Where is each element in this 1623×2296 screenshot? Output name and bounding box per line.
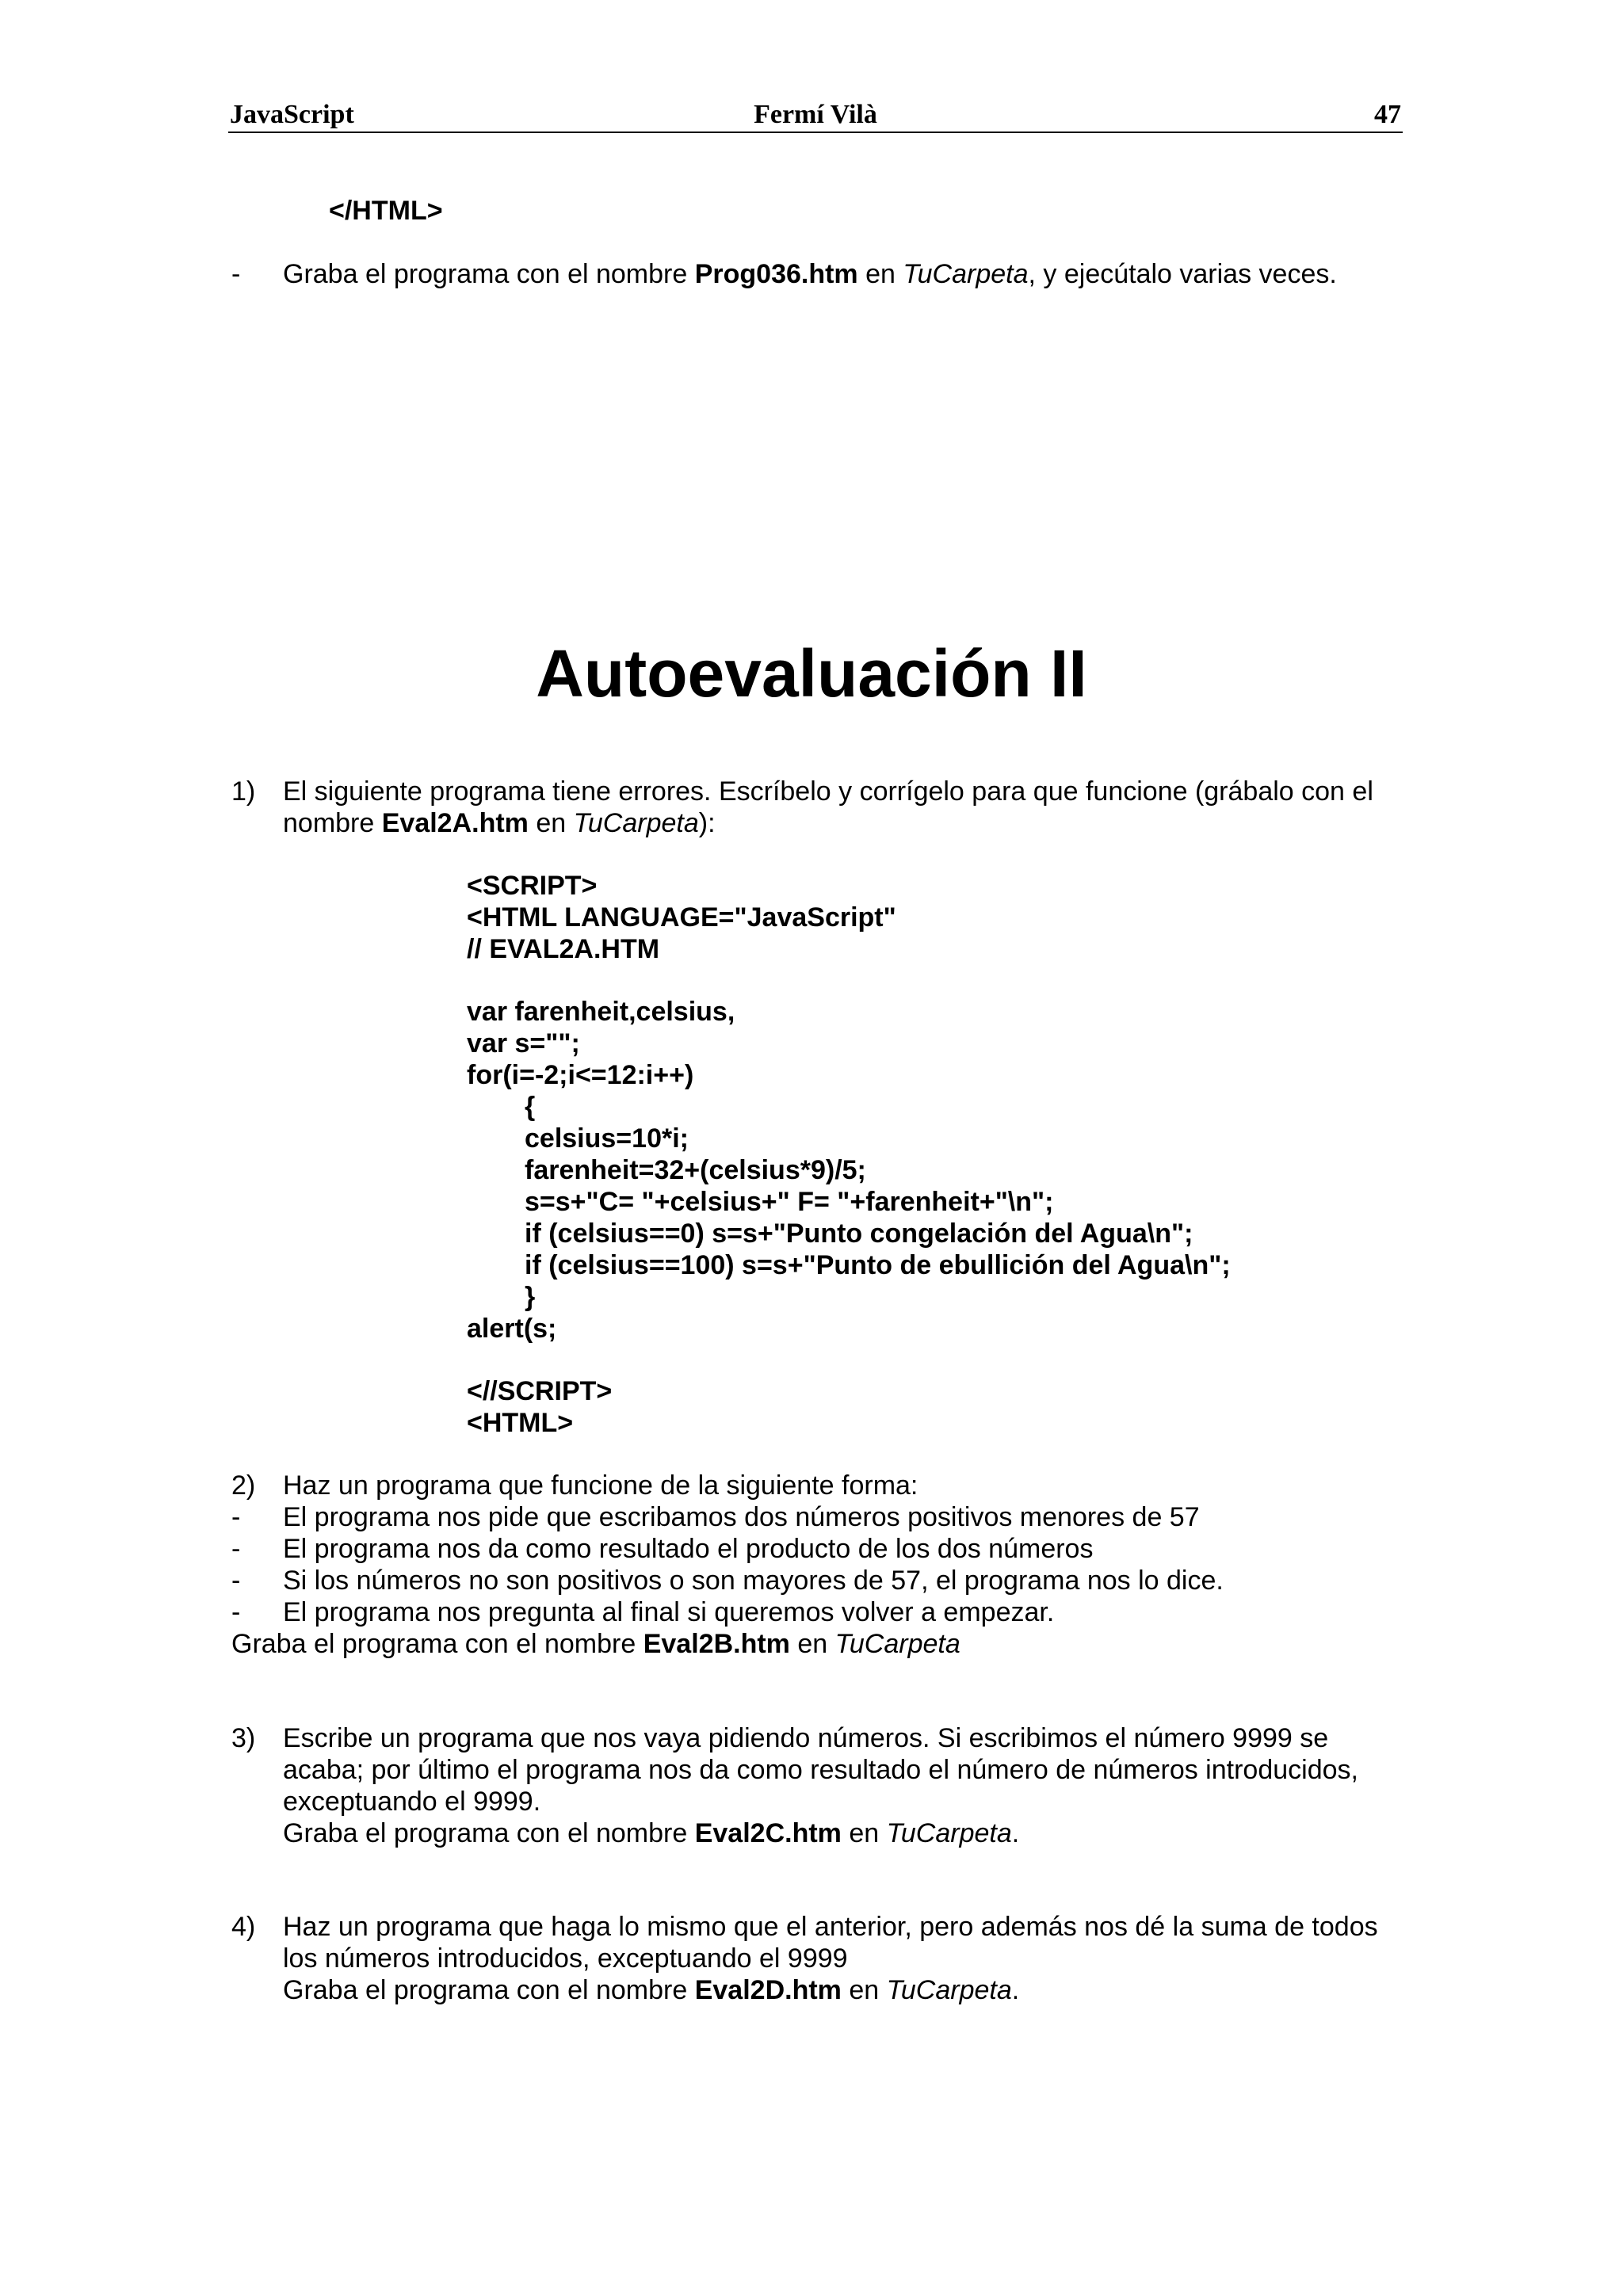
q2-bullet: El programa nos da como resultado el producto de los dos números <box>283 1534 1094 1564</box>
bullet-dash: - <box>231 259 241 289</box>
section-title: Autoevaluación II <box>536 636 1087 711</box>
code-line: // EVAL2A.HTM <box>467 934 660 964</box>
header-rule <box>228 132 1403 133</box>
code-close-html: </HTML> <box>329 196 443 226</box>
q1-number: 1) <box>231 776 256 807</box>
code-line: <HTML> <box>467 1408 574 1438</box>
q4-line1: Haz un programa que haga lo mismo que el anterior, pero además nos dé la suma de todos <box>283 1912 1378 1942</box>
code-line: <SCRIPT> <box>467 871 598 901</box>
q2-bullet: El programa nos pide que escribamos dos números positivos menores de 57 <box>283 1502 1200 1532</box>
code-line: celsius=10*i; <box>525 1123 689 1154</box>
code-line: <//SCRIPT> <box>467 1376 613 1406</box>
q3-line1: Escribe un programa que nos vaya pidiendo números. Si escribimos el número 9999 se <box>283 1723 1329 1753</box>
header-center: Fermí Vilà <box>754 100 877 129</box>
q2-intro: Haz un programa que funcione de la siguiente forma: <box>283 1470 918 1501</box>
bullet-dash: - <box>231 1534 241 1564</box>
q2-number: 2) <box>231 1470 256 1501</box>
q4-line2: los números introducidos, exceptuando el 9999 <box>283 1943 848 1974</box>
code-line: <HTML LANGUAGE="JavaScript" <box>467 902 896 933</box>
q1-line1: El siguiente programa tiene errores. Escríbelo y corrígelo para que funcione (grábalo con el <box>283 776 1373 807</box>
code-line: farenheit=32+(celsius*9)/5; <box>525 1155 866 1185</box>
q3-line2: acaba; por último el programa nos da como resultado el número de números introducidos, <box>283 1755 1358 1785</box>
q1-line2: nombre Eval2A.htm en TuCarpeta): <box>283 808 716 838</box>
code-line: var farenheit,celsius, <box>467 997 735 1027</box>
code-line: { <box>525 1092 536 1122</box>
q2-bullet: Si los números no son positivos o son mayores de 57, el programa nos lo dice. <box>283 1566 1224 1596</box>
code-line: alert(s; <box>467 1314 557 1344</box>
q4-number: 4) <box>231 1912 256 1942</box>
page-header <box>230 95 1401 135</box>
code-line: } <box>525 1282 536 1312</box>
bullet-dash: - <box>231 1502 241 1532</box>
code-line: s=s+"C= "+celsius+" F= "+farenheit+"\n"; <box>525 1187 1054 1217</box>
q3-save-instruction: Graba el programa con el nombre Eval2C.htm en TuCarpeta. <box>283 1818 1020 1848</box>
page-number: 47 <box>1374 100 1401 129</box>
q2-save-instruction: Graba el programa con el nombre Eval2B.htm en TuCarpeta <box>231 1629 960 1659</box>
q4-save-instruction: Graba el programa con el nombre Eval2D.htm en TuCarpeta. <box>283 1975 1020 2005</box>
q2-bullet: El programa nos pregunta al final si queremos volver a empezar. <box>283 1597 1055 1627</box>
code-line: for(i=-2;i<=12:i++) <box>467 1060 694 1090</box>
q3-number: 3) <box>231 1723 256 1753</box>
header-left: JavaScript <box>230 100 354 129</box>
code-line: if (celsius==0) s=s+"Punto congelación del Agua\n"; <box>525 1219 1193 1249</box>
code-line: var s=""; <box>467 1028 580 1058</box>
q3-line3: exceptuando el 9999. <box>283 1787 541 1817</box>
save-instruction: Graba el programa con el nombre Prog036.htm en TuCarpeta, y ejecútalo varias veces. <box>283 259 1337 289</box>
code-line: if (celsius==100) s=s+"Punto de ebullición del Agua\n"; <box>525 1250 1231 1280</box>
bullet-dash: - <box>231 1597 241 1627</box>
bullet-dash: - <box>231 1566 241 1596</box>
